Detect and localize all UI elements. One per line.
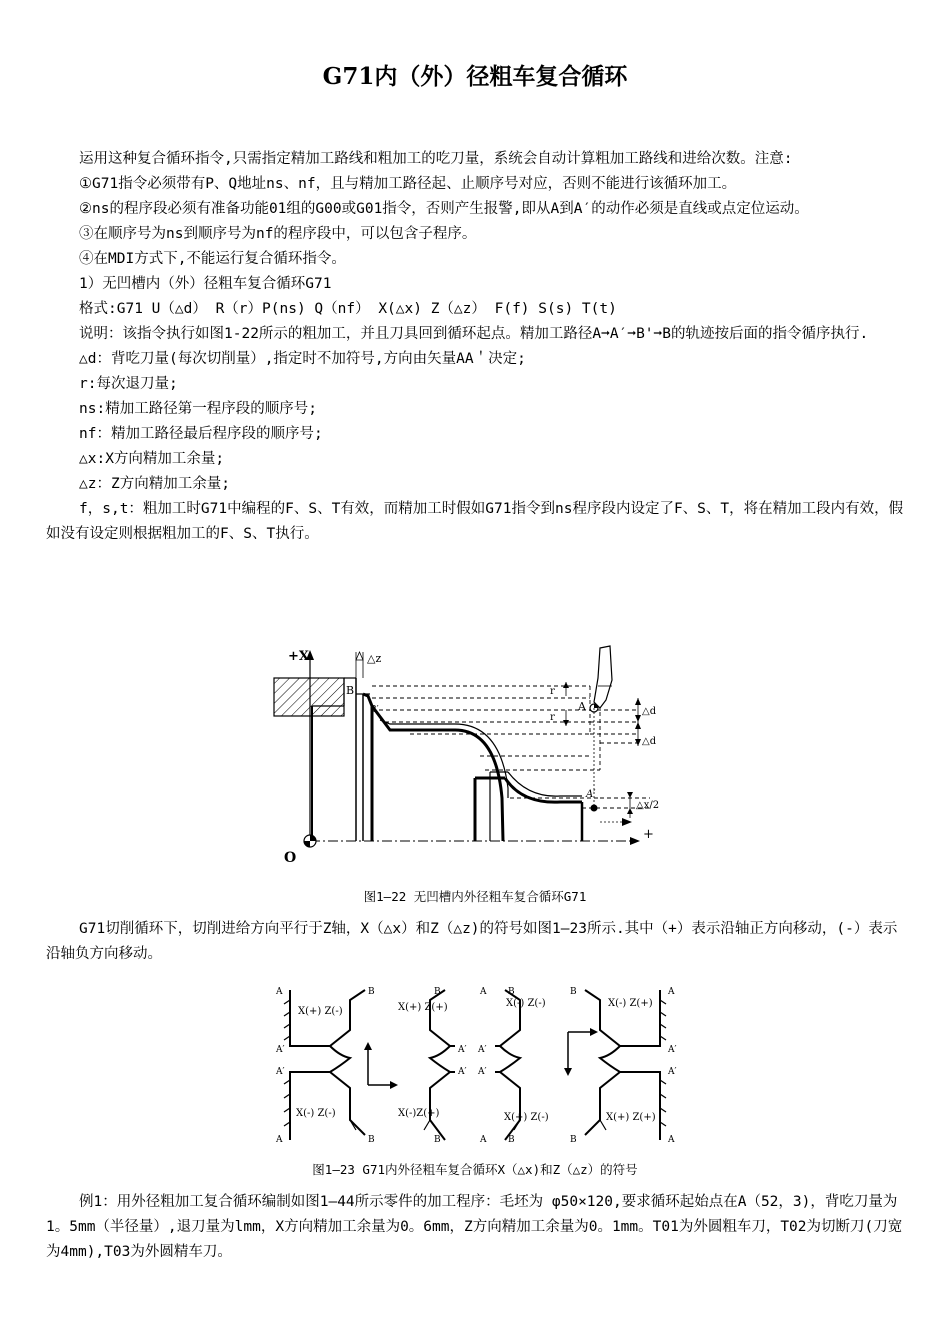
sign-label: X(-)Z(+)	[398, 1108, 440, 1119]
point-b-label: B	[368, 987, 375, 997]
point-a-label: A	[480, 1135, 487, 1145]
point-a-label: A	[276, 1135, 283, 1145]
point-b-label: B	[368, 1135, 375, 1145]
point-b-label: B	[508, 987, 515, 997]
param-line: nf：精加工路径最后程序段的顺序号;	[79, 426, 323, 442]
figure-1-22-caption: 图1—22 无凹槽内外径粗车复合循环G71	[363, 889, 587, 904]
r2-label: r	[550, 712, 555, 723]
point-ap-label: A′	[478, 1045, 487, 1055]
param-line: △z：Z方向精加工余量;	[79, 476, 230, 492]
param-line: △d：背吃刀量(每次切削量）,指定时不加符号,方向由矢量AA＇决定;	[79, 351, 526, 367]
chuck-block	[274, 678, 344, 716]
point-b-label: B	[346, 684, 355, 697]
sign-label: X(+) Z(+)	[398, 1002, 448, 1013]
point-ap-label: A′	[458, 1045, 467, 1055]
point-ap-label: A′	[478, 1067, 487, 1077]
point-ap-label: A′	[276, 1067, 285, 1077]
point-b-label: B	[570, 1135, 577, 1145]
paragraph: ②ns的程序段必须有准备功能01组的G00或G01指令，否则产生报警,即从A到A′的动作必须是直线或点定位运动。	[79, 201, 809, 217]
example-section	[46, 1190, 906, 1265]
paragraph: 说明：该指令执行如图1-22所示的粗加工，并且刀具回到循环起点。精加工路径A➞A′➞B'➞B的轨迹按后面的指令循序执行.	[79, 326, 869, 342]
z-axis-arrow-icon	[630, 837, 640, 845]
point-b-label: B	[570, 987, 577, 997]
paragraph: ④在MDI方式下,不能运行复合循环指令。	[79, 251, 346, 267]
point-a-label: A	[668, 987, 675, 997]
para2-section	[46, 917, 906, 967]
point-ap-label: A′	[586, 789, 596, 800]
point-a-label: A	[480, 987, 487, 997]
point-ap-label: A′	[458, 1067, 467, 1077]
sign-label: X(-) Z(-)	[296, 1108, 336, 1119]
d2-label: △d	[642, 736, 657, 747]
point-a-label: A	[578, 700, 586, 713]
z-axis-label: +	[643, 827, 654, 842]
sign-label: X(+) Z(+)	[606, 1112, 656, 1123]
paragraph: ①G71指令必须带有P、Q地址ns、nf，且与精加工路径起、止顺序号对应，否则不能进行该循环加工。	[79, 176, 737, 192]
figure-1-23-caption: 图1—23 G71内外径粗车复合循环X（△x)和Z（△z）的符号	[312, 1162, 638, 1177]
point-ap-label: A′	[276, 1045, 285, 1055]
point-a-label: A	[668, 1135, 675, 1145]
tool-icon	[594, 646, 612, 708]
paragraph: G71切削循环下，切削进给方向平行于Z轴，X（△x）和Z（△z)的符号如图1—23所示.其中（+）表示沿轴正方向移动，(-）表示沿轴负方向移动。	[46, 921, 898, 962]
format-line: 格式:G71 U（△d） R（r）P(ns) Q（nf） X(△x) Z（△z） F(f) S(s) T(t)	[79, 301, 617, 317]
paragraph: f，s,t：粗加工时G71中编程的F、S、T有效，而精加工时假如G71指令到ns程序段内设定了F、S、T，将在精加工段内有效，假如没有设定则根据粗加工的F、S、T执行。	[46, 501, 904, 542]
d1-label: △d	[642, 706, 657, 717]
r1-label: r	[550, 686, 555, 697]
point-b-label: B	[434, 1135, 441, 1145]
sign-label: X(+) Z(-)	[504, 1112, 549, 1123]
param-line: ns:精加工路径第一程序段的顺序号;	[79, 401, 317, 417]
point-bp-label: B′	[370, 705, 379, 715]
intro-section	[46, 147, 906, 547]
param-line: △x:X方向精加工余量;	[79, 451, 225, 467]
paragraph: ③在顺序号为ns到顺序号为nf的程序段中，可以包含子程序。	[79, 226, 477, 242]
paragraph: 例1：用外径粗加工复合循环编制如图1—44所示零件的加工程序：毛坯为 φ50×120,要求循环起始点在A（52，3)，背吃刀量为1。5mm（半径量）,退刀量为lmm，X方向精加工余量为0。6mm，Z方向精加工余量为0。1mm。T01为外圆粗车刀，T02为切断刀(刀宽为4mm),T03为外圆精车刀。	[46, 1194, 903, 1260]
sign-label: X(-) Z(-)	[506, 998, 546, 1009]
sign-label: X(-) Z(+)	[608, 998, 653, 1009]
point-ap-label: A′	[668, 1045, 677, 1055]
figure-sign-diagram	[270, 980, 690, 1148]
x-axis-label: +X	[288, 649, 309, 664]
section-heading: 1）无凹槽内（外）径粗车复合循环G71	[79, 276, 332, 292]
point-b-label: B	[508, 1135, 515, 1145]
origin-label: O	[284, 850, 297, 866]
param-line: r:每次退刀量;	[79, 376, 178, 392]
page-title: G71内（外）径粗车复合循环	[322, 63, 628, 90]
sign-label: X(+) Z(-)	[298, 1006, 343, 1017]
point-a-label: A	[276, 987, 283, 997]
figure-g71-diagram	[260, 638, 680, 870]
dz-label: △z	[367, 652, 382, 665]
dx2-label: △x/2	[636, 800, 660, 811]
point-b-label: B	[434, 987, 441, 997]
point-ap-label: A′	[668, 1067, 677, 1077]
paragraph: 运用这种复合循环指令,只需指定精加工路线和粗加工的吃刀量，系统会自动计算粗加工路线和进给次数。注意:	[79, 151, 793, 167]
